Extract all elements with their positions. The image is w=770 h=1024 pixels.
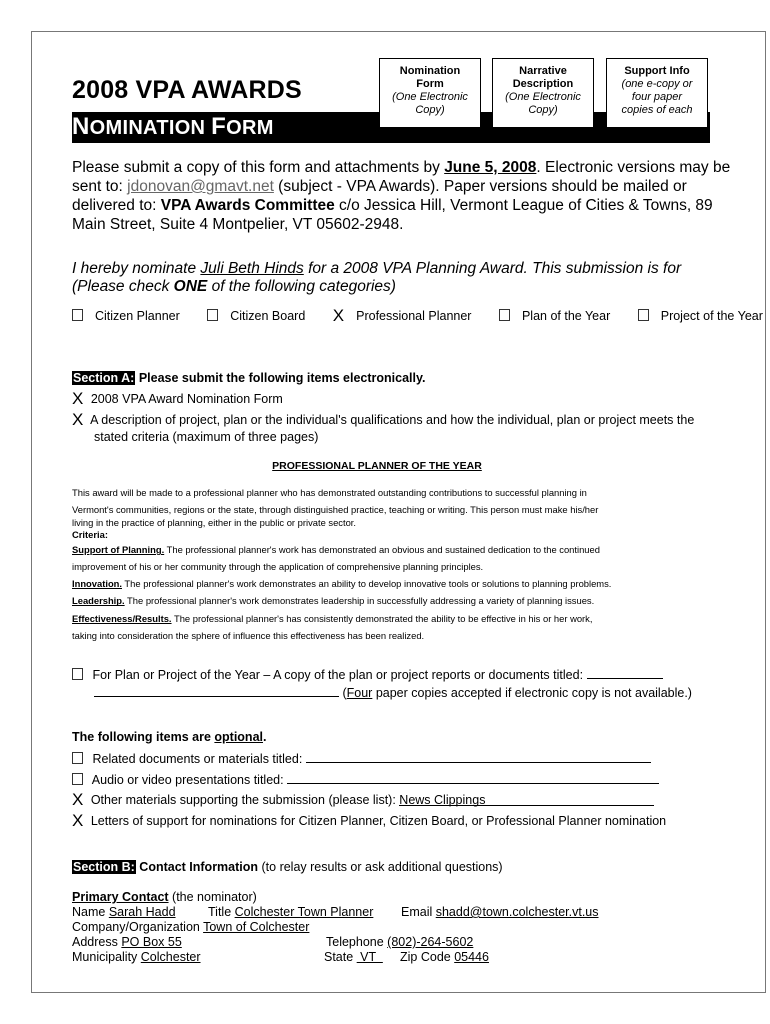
x-check-icon[interactable]: X: [72, 790, 84, 809]
desc-line: living in the practice of planning, either in the public or private sector.: [72, 517, 357, 529]
checkbox-icon[interactable]: [72, 752, 83, 764]
criterion-effectiveness: Effectiveness/Results. The professional planner's has consistently demonstrated the ability to be effective in his or her work,: [72, 612, 593, 624]
criterion-effectiveness-cont: taking into consideration the sphere of influence this effectiveness has been realized.: [72, 629, 425, 641]
contact-zip-field[interactable]: 05446: [454, 950, 489, 964]
deadline-date: June 5, 2008: [444, 159, 537, 176]
optional-item-letters-of-support: X Letters of support for nominations for Citizen Planner, Citizen Board, or Professional Planner nomination: [72, 811, 667, 830]
optional-item-other-materials: X Other materials supporting the submission (please list): News Clippings: [72, 790, 654, 810]
primary-contact: Primary Contact (the nominator) Name Sarah Hadd Title Colchester Town Planner Email shadd@town.colchester.vt.us Company/Organization Town of Colchester Address PO Box 55 Telephone (802)-264-5602 Municipality Colchester State VT Zip Code 05446: [72, 890, 599, 964]
award-description: [72, 484, 692, 644]
checkbox-icon[interactable]: [499, 309, 510, 321]
related-documents-field[interactable]: [306, 750, 651, 763]
submission-email-link[interactable]: jdonovan@gmavt.net: [127, 178, 274, 195]
submission-instructions: Please submit a copy of this form and attachments by June 5, 2008. Electronic versions may be sent to: jdonovan@gmavt.net (subject - VPA Awards). Paper versions should be mailed or delivered to: VPA Awards Committee c/o Jessica Hill, Vermont League of Cities & Towns, 89 Main Street, Suite 4 Montpelier, VT 05602-2948.: [72, 159, 731, 233]
contact-address-field[interactable]: PO Box 55: [121, 935, 182, 949]
nomination-form-box: Nomination Form (One Electronic Copy): [379, 58, 481, 128]
criteria-label: Criteria:: [72, 529, 108, 541]
other-materials-field[interactable]: News Clippings: [399, 793, 654, 806]
checkbox-icon[interactable]: [72, 309, 83, 321]
category-professional-planner[interactable]: X Professional Planner: [332, 306, 472, 325]
section-a-label: Section A:: [73, 371, 135, 385]
x-check-icon[interactable]: X: [72, 811, 84, 830]
narrative-description-box: Narrative Description (One Electronic Copy): [492, 58, 594, 128]
category-plan-of-the-year[interactable]: Plan of the Year: [499, 309, 622, 323]
optional-item-audio-video: Audio or video presentations titled:: [72, 771, 659, 787]
checkbox-icon[interactable]: [207, 309, 218, 321]
desc-line: This award will be made to a professional planner who has demonstrated outstanding contributions to successful planning in: [72, 487, 587, 498]
plan-title-field[interactable]: [587, 666, 663, 679]
support-info-box: Support Info (one e-copy or four paper copies of each: [606, 58, 708, 128]
form-title: 2008 VPA AWARDS: [72, 76, 302, 104]
optional-heading: The following items are optional.: [72, 730, 267, 744]
criterion-leadership: Leadership. The professional planner's work demonstrates leadership in successfully addressing a variety of planning issues.: [72, 595, 595, 607]
section-a-heading: Section A: Please submit the following items electronically.: [73, 371, 426, 385]
x-check-icon[interactable]: X: [72, 410, 84, 429]
award-heading: PROFESSIONAL PLANNER OF THE YEAR: [272, 460, 482, 472]
contact-org-field[interactable]: Town of Colchester: [203, 920, 310, 934]
checkbox-icon[interactable]: [72, 773, 83, 785]
contact-phone-field[interactable]: (802)-264-5602: [387, 935, 474, 949]
criterion-support-cont: improvement of his or her community through the application of comprehensive planning principles.: [72, 561, 484, 573]
category-project-of-the-year[interactable]: Project of the Year: [638, 309, 770, 323]
desc-line: Vermont's communities, regions or the state, through distinguished practice, teaching or writing. This person must make his/her: [72, 504, 599, 516]
section-a-item-description: X A description of project, plan or the individual's qualifications and how the individual, plan or project meets the stated criteria (maximum of three pages): [72, 410, 695, 444]
criterion-innovation: Innovation. The professional planner's work demonstrates an ability to develop innovative tools or solutions to planning problems.: [72, 578, 612, 590]
nominee-name[interactable]: Juli Beth Hinds: [200, 260, 304, 277]
contact-email-field[interactable]: shadd@town.colchester.vt.us: [435, 905, 599, 919]
checkbox-icon[interactable]: [638, 309, 649, 321]
contact-name-field[interactable]: Sarah Hadd: [108, 905, 176, 919]
audio-video-field[interactable]: [287, 771, 659, 784]
criterion-support: Support of Planning. The professional planner's work has demonstrated an obvious and sustained dedication to the continued: [72, 544, 600, 556]
category-citizen-planner[interactable]: Citizen Planner: [72, 309, 192, 323]
contact-state-field[interactable]: VT: [356, 950, 383, 964]
category-citizen-board[interactable]: Citizen Board: [207, 309, 317, 323]
x-check-icon[interactable]: X: [332, 306, 345, 325]
section-b-label: Section B:: [73, 860, 135, 874]
plan-project-item: For Plan or Project of the Year – A copy of the plan or project reports or documents titled: (Four paper copies accepted if electronic copy is not available.): [72, 666, 732, 702]
plan-title-field-cont[interactable]: [94, 684, 339, 697]
contact-title-field[interactable]: Colchester Town Planner: [234, 905, 374, 919]
x-check-icon[interactable]: X: [72, 389, 84, 408]
section-a-item-nomination-form: X 2008 VPA Award Nomination Form: [72, 389, 283, 408]
checkbox-icon[interactable]: [72, 668, 83, 680]
section-b-heading: Section B: Contact Information (to relay results or ask additional questions): [73, 860, 503, 874]
nomination-statement: I hereby nominate Juli Beth Hinds for a 2008 VPA Planning Award. This submission is for (Please check ONE of the following categories): [72, 260, 682, 295]
category-options: [72, 306, 770, 326]
contact-municipality-field[interactable]: Colchester: [140, 950, 201, 964]
optional-item-related-documents: Related documents or materials titled:: [72, 750, 651, 766]
committee-name: VPA Awards Committee: [160, 197, 335, 214]
form-subtitle: NOMINATION FORM: [72, 113, 274, 140]
